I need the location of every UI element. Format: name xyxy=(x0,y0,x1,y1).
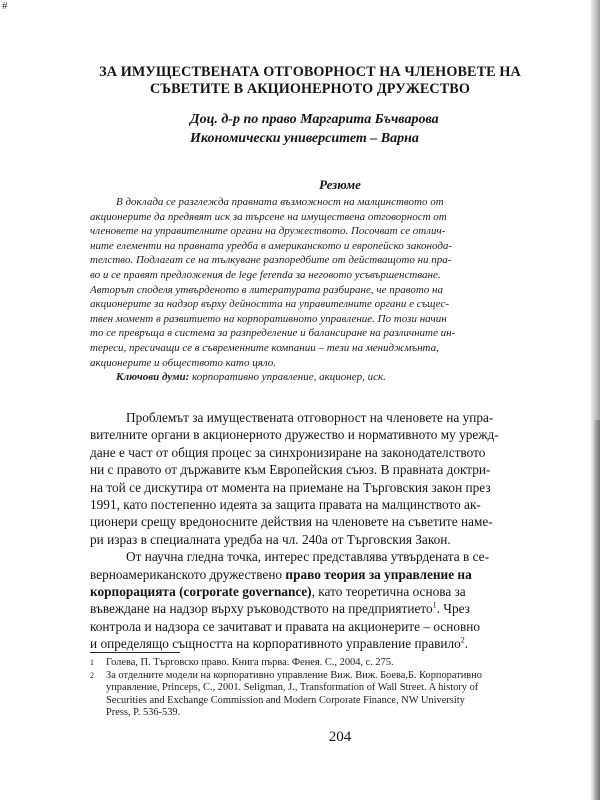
paper-title-line-2: СЪВЕТИТЕ В АКЦИОНЕРНОТО ДРУЖЕСТВО xyxy=(149,81,471,97)
footnote-text-continued: Securities and Exchange Commission and Modern Corporate Finance, NW University xyxy=(106,694,465,706)
body-text-fragment: . Чрез xyxy=(436,601,470,617)
body-text-fragment: въвеждане на надзор върху ръководството на предприятието xyxy=(90,601,433,617)
abstract-line: телство. Подлагат се на тълкуване разпоредбите от действащото ни пра- xyxy=(90,254,452,267)
abstract-line: В доклада се разглежда правната възможност на малцинството от xyxy=(116,196,444,208)
abstract-line: твен момент в развитието на корпоративното управление. По този начин xyxy=(90,312,447,325)
abstract-line: акционерите да предявят иск за търсене на имуществена отговорност от xyxy=(90,210,447,223)
footnote-text: Голева, П. Търговско право. Книга първа. Фенея. С., 2004, с. 275. xyxy=(106,657,394,668)
page-number: 204 xyxy=(328,729,352,745)
keywords-line xyxy=(90,370,590,385)
paper-title-line-1: ЗА ИМУЩЕСТВЕНАТА ОТГОВОРНОСТ НА ЧЛЕНОВЕТЕ НА xyxy=(99,64,521,80)
body-line xyxy=(90,600,586,617)
body-line: От научна гледна точка, интерес представлява утвърдената в се- xyxy=(126,549,490,565)
body-line: 1991, като постепенно идеята за защита правата на малцинството ак- xyxy=(90,497,481,513)
keywords-text: корпоративно управление, акционер, иск. xyxy=(189,371,386,384)
body-bold-term: право теория за управление на xyxy=(285,566,472,582)
abstract-body xyxy=(90,195,590,385)
footnote-text: За отделните модели на корпоративно управление Виж. Виж. Боева,Б. Корпоративно xyxy=(106,669,482,681)
body-line: вителните органи в акционерното дружество и нормативното му урежд- xyxy=(90,427,499,443)
abstract-line: тереси, пресичащи се в съвременните компании – тези на мениджмънта, xyxy=(90,341,439,354)
abstract-line: членовете на управителните органи на дружеството. Посочват се отлич- xyxy=(90,225,446,238)
footnote-number: 2 xyxy=(90,670,94,680)
footnote-ref-1[interactable]: 1 xyxy=(432,601,437,611)
body-line xyxy=(90,566,586,583)
body-line: контрола и надзора се зачитават и правата на акционерите – основно xyxy=(90,618,481,634)
footnote-ref-2[interactable]: 2 xyxy=(460,635,465,645)
abstract-line: во и се правят предложения de lege ferenda за неговото усъвършенстване. xyxy=(90,268,441,281)
abstract-heading: Резюме xyxy=(319,177,361,192)
body-line: Проблемът за имуществената отговорност на членовете на упра- xyxy=(126,410,494,425)
body-text-fragment: . xyxy=(464,636,469,652)
body-text-fragment: верноамериканското дружествено xyxy=(90,566,286,582)
paper-title xyxy=(60,64,560,98)
body-bold-term: корпорацията (corporate governance) xyxy=(90,584,312,600)
footnote-divider xyxy=(90,652,180,653)
body-line: ни с правото от държавите към Европейския съюз. В правната доктри- xyxy=(90,462,491,478)
abstract-line: то се превръща в система за разпределение и балансиране на различните ин- xyxy=(90,327,456,340)
abstract-line: акционерите и обществото като цяло. xyxy=(90,356,277,369)
keywords-label: Ключови думи: xyxy=(116,371,190,384)
author-block xyxy=(190,110,439,148)
body-line: дане е част от общия процес за синхронизиране на законодателството xyxy=(90,444,486,460)
footnote-number: 1 xyxy=(90,658,94,667)
body-text-fragment: , като теоретична основа за xyxy=(311,584,466,600)
body-line xyxy=(90,635,586,652)
body-line: ри израз в специалната уредба на чл. 240а от Търговския Закон. xyxy=(90,531,451,547)
author-name: Доц. д-р по право Маргарита Бъчварова xyxy=(190,112,439,127)
abstract-line: Авторът споделя утвърденото в литературата разбиране, че правото на xyxy=(90,283,444,296)
body-line: ционери срещу вредоносните действия на членовете на съветите наме- xyxy=(90,514,493,530)
footnote-1 xyxy=(90,657,586,670)
body-line: на той се дискутира от момента на приемане на Търговския закон през xyxy=(90,479,491,495)
abstract-line: акционерите за надзор върху дейността на управителните органи е същес- xyxy=(90,298,450,311)
footnote-2 xyxy=(90,670,586,683)
footnotes-block xyxy=(90,657,586,720)
main-body-text xyxy=(90,409,586,653)
body-text-fragment: и определящо същността на корпоративното управление правило xyxy=(90,636,461,652)
footnote-text-continued: управление, Princeps, С., 2001. Seligman, J., Transformation of Wall Street. A history of xyxy=(106,682,479,694)
body-line xyxy=(90,583,586,600)
scan-artifact-mark: # xyxy=(2,0,8,12)
abstract-line: ните елементи на правната уредба в американското и европейско законода- xyxy=(90,239,453,252)
author-affiliation: Икономически университет – Варна xyxy=(190,131,419,146)
footnote-text-continued: Press, P. 536-539. xyxy=(106,707,181,719)
